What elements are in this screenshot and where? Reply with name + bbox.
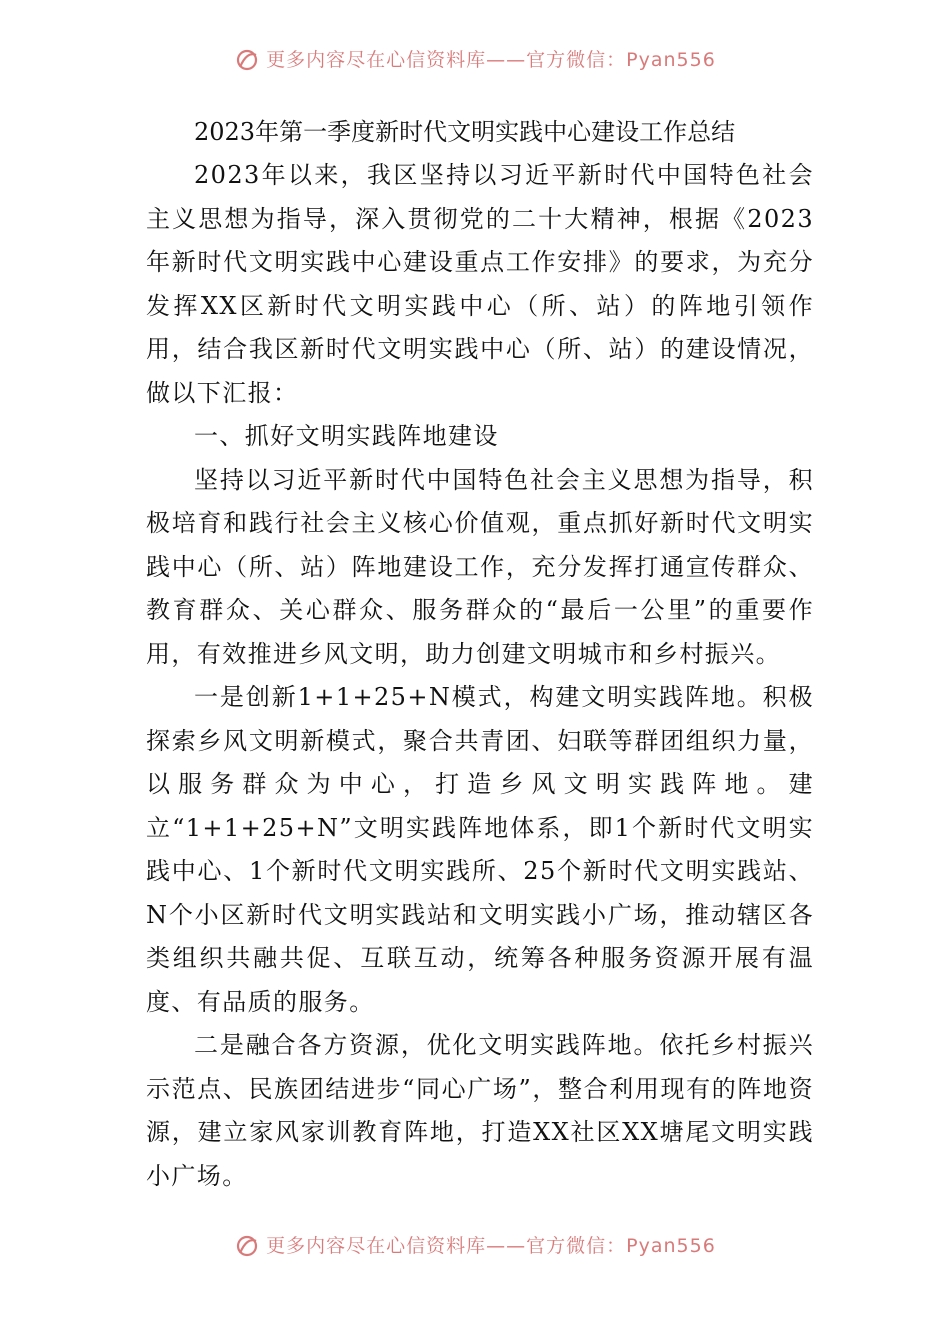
brand-logo-icon [234, 1233, 260, 1259]
section-heading-1: 一、抓好文明实践阵地建设 [194, 422, 499, 450]
point-2-paragraph: 二是融合各方资源，优化文明实践阵地。依托乡村振兴示范点、民族团结进步“同心广场”，整合利用现有的阵地资源，建立家风家训教育阵地，打造XX社区XX塘尾文明实践小广场。 [146, 1031, 814, 1190]
footer-watermark-text: 更多内容尽在心信资料库——官方微信：Pyan556 [266, 1235, 716, 1257]
intro-paragraph: 2023年以来，我区坚持以习近平新时代中国特色社会主义思想为指导，深入贯彻党的二十大精神，根据《2023年新时代文明实践中心建设重点工作安排》的要求，为充分发挥XX区新时代文明实践中心（所、站）的阵地引领作用，结合我区新时代文明实践中心（所、站）的建设情况，做以下汇报： [146, 161, 814, 407]
document-body [146, 110, 814, 1198]
document-title: 2023年第一季度新时代文明实践中心建设工作总结 [194, 118, 736, 146]
point-1-paragraph: 一是创新1+1+25+N模式，构建文明实践阵地。积极探索乡风文明新模式，聚合共青团、妇联等群团组织力量，以服务群众为中心，打造乡风文明实践阵地。建立“1+1+25+N”文明实践阵地体系，即1个新时代文明实践中心、1个新时代文明实践所、25个新时代文明实践站、N个小区新时代文明实践站和文明实践小广场，推动辖区各类组织共融共促、互联互动，统筹各种服务资源开展有温度、有品质的服务。 [146, 683, 814, 1016]
header-watermark-banner [0, 42, 950, 78]
brand-logo-icon [234, 47, 260, 73]
section-1-paragraph: 坚持以习近平新时代中国特色社会主义思想为指导，积极培育和践行社会主义核心价值观，重点抓好新时代文明实践中心（所、站）阵地建设工作，充分发挥打通宣传群众、教育群众、关心群众、服务群众的“最后一公里”的重要作用，有效推进乡风文明，助力创建文明城市和乡村振兴。 [146, 465, 814, 668]
header-watermark-text: 更多内容尽在心信资料库——官方微信：Pyan556 [266, 49, 716, 71]
footer-watermark-banner [0, 1228, 950, 1264]
